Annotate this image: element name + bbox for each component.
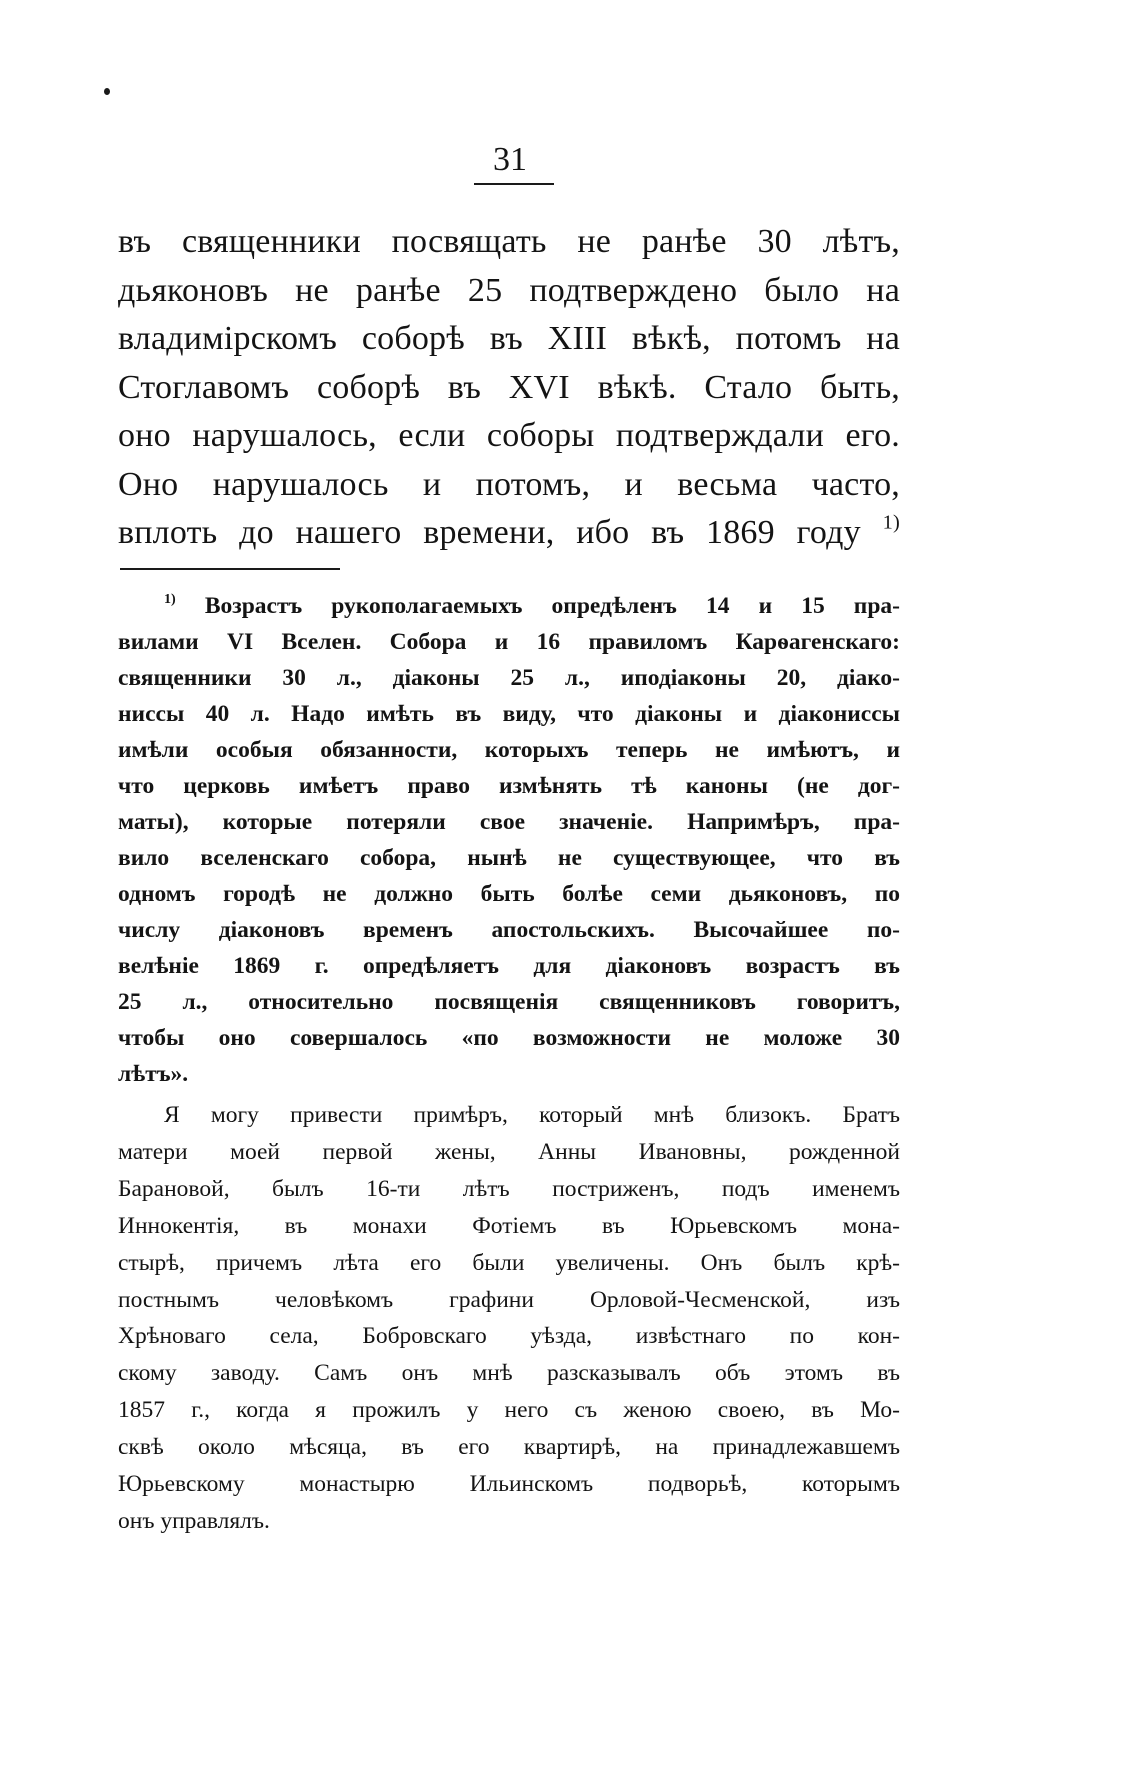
paragraph-line: матери моей первой жены, Анны Ивановны, рожденной (118, 1138, 900, 1165)
paragraph-line: Иннокентія, въ монахи Фотіемъ въ Юрьевскомъ мона- (118, 1212, 900, 1239)
text-line-content: вплоть до нашего времени, ибо въ 1869 году (118, 514, 861, 551)
footnote-line: 25 л., относительно посвященія священниковъ говоритъ, (118, 989, 900, 1015)
footnote-line: одномъ городѣ не должно быть болѣе семи дьяконовъ, по (118, 881, 900, 907)
footnote-line: лѣтъ». (118, 1061, 189, 1087)
footnote-line: что церковь имѣетъ право измѣнять тѣ каноны (не дог- (118, 773, 900, 799)
page-number: 31 (493, 141, 527, 178)
footnote-reference[interactable]: 1) (882, 511, 900, 534)
footnote-line: священники 30 л., діаконы 25 л., иподіаконы 20, діако- (118, 665, 900, 691)
text-line: дьяконовъ не ранѣе 25 подтверждено было на (118, 271, 900, 309)
footnote-line: маты), которые потеряли свое значеніе. Напримѣръ, пра- (118, 809, 900, 835)
footnote-separator (120, 568, 340, 570)
footnote-line: вило вселенскаго собора, нынѣ не существующее, что въ (118, 845, 900, 871)
footnote-block (118, 588, 900, 1092)
footnote-line: имѣли особыя обязанности, которыхъ теперь не имѣютъ, и (118, 737, 900, 763)
text-line: Оно нарушалось и потомъ, и весьма часто, (118, 465, 900, 503)
paragraph-line: онъ управлялъ. (118, 1507, 270, 1534)
ink-speck (104, 88, 110, 95)
footnote-line: вилами VI Вселен. Собора и 16 правиломъ Карѳагенскаго: (118, 629, 900, 655)
paragraph-block (118, 1097, 900, 1540)
paragraph-line: Я могу привести примѣръ, который мнѣ близокъ. Братъ (164, 1102, 900, 1128)
text-line: оно нарушалось, если соборы подтверждали его. (118, 417, 900, 454)
footnote-line: чтобы оно совершалось «по возможности не моложе 30 (118, 1025, 900, 1051)
paragraph-line: постнымъ человѣкомъ графини Орловой-Чесменской, изъ (118, 1286, 900, 1313)
text-line: Стоглавомъ соборѣ въ XVI вѣкѣ. Стало быть, (118, 368, 900, 406)
text-line (118, 509, 900, 558)
footnote-marker: 1) (164, 591, 176, 608)
footnote-line (118, 588, 900, 624)
footnote-line: ниссы 40 л. Надо имѣть въ виду, что діаконы и діакониссы (118, 701, 900, 727)
paragraph-line: стырѣ, причемъ лѣта его были увеличены. Онъ былъ крѣ- (118, 1249, 900, 1276)
footnote-line: числу діаконовъ временъ апостольскихъ. Высочайшее по- (118, 917, 900, 943)
footnote-line: велѣніе 1869 г. опредѣляетъ для діаконовъ возрастъ въ (118, 953, 900, 979)
paragraph-line: Хрѣноваго села, Бобровскаго уѣзда, извѣстнаго по кон- (118, 1323, 900, 1350)
main-text-block (118, 218, 900, 558)
paragraph-line: Барановой, былъ 16-ти лѣтъ постриженъ, подъ именемъ (118, 1175, 900, 1202)
page-number-underline (474, 183, 554, 185)
paragraph-line: скому заводу. Самъ онъ мнѣ разсказывалъ объ этомъ въ (118, 1360, 900, 1387)
text-line: въ священники посвящать не ранѣе 30 лѣтъ, (118, 223, 900, 260)
text-line: владимірскомъ соборѣ въ XIII вѣкѣ, потомъ на (118, 320, 900, 357)
paragraph-line: сквѣ около мѣсяца, въ его квартирѣ, на принадлежавшемъ (118, 1434, 900, 1461)
footnote-line-content: Возрастъ рукополагаемыхъ опредѣленъ 14 и 15 пра- (204, 593, 900, 619)
paragraph-line: Юрьевскому монастырю Ильинскомъ подворьѣ, которымъ (118, 1471, 900, 1498)
paragraph-line: 1857 г., когда я прожилъ у него съ женою своею, въ Мо- (118, 1397, 900, 1424)
